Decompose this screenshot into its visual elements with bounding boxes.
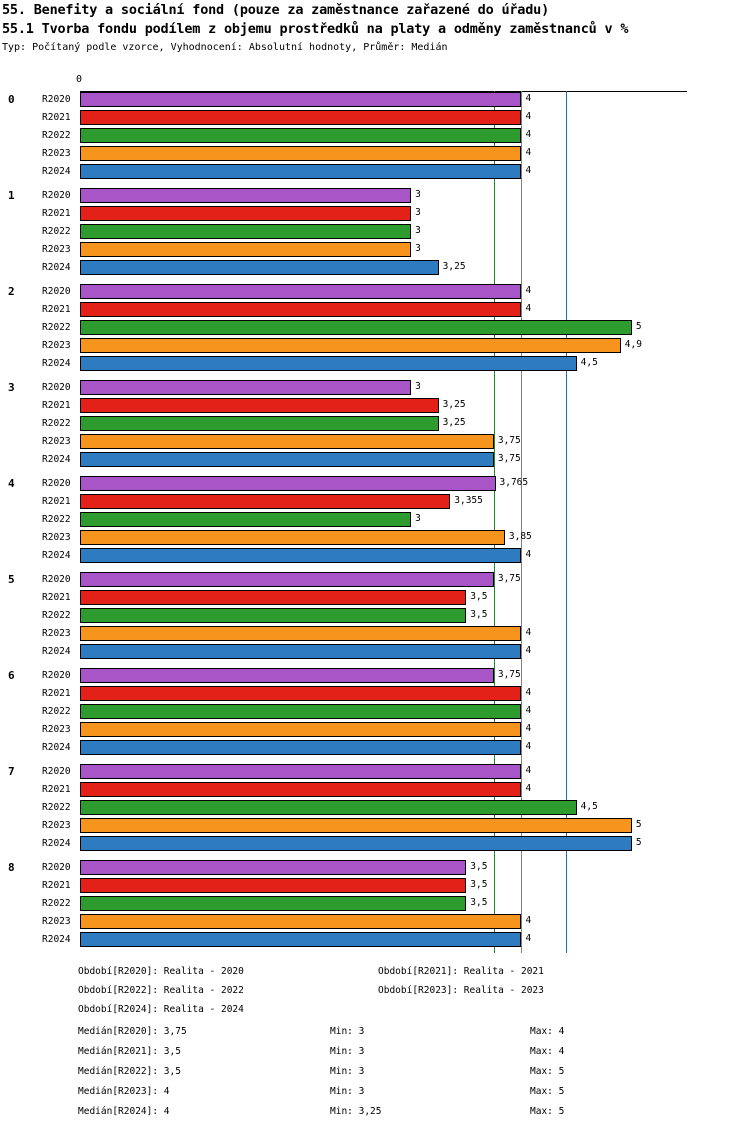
bar-r2022[interactable] xyxy=(80,704,521,719)
bar-value-label: 3,75 xyxy=(497,453,521,464)
bar-r2020[interactable] xyxy=(80,188,411,203)
bar-r2020[interactable] xyxy=(80,380,411,395)
series-label-r2022: R2022 xyxy=(42,226,71,237)
bar-value-label: 3,85 xyxy=(508,531,532,542)
stat-row xyxy=(0,1026,750,1046)
bar-value-label: 4 xyxy=(525,741,532,752)
chart-row xyxy=(0,763,750,781)
bar-r2023[interactable] xyxy=(80,626,521,641)
series-label-r2023: R2023 xyxy=(42,724,71,735)
chart-row xyxy=(0,223,750,241)
chart-row xyxy=(0,475,750,493)
bar-value-label: 4 xyxy=(525,627,532,638)
chart-row xyxy=(0,241,750,259)
series-label-r2021: R2021 xyxy=(42,304,71,315)
chart-row xyxy=(0,91,750,109)
bar-r2020[interactable] xyxy=(80,92,521,107)
chart-subtitle: Typ: Počítaný podle vzorce, Vyhodnocení: Absolutní hodnoty, Průměr: Medián xyxy=(2,42,448,53)
legend-item-r2020: Období[R2020]: Realita - 2020 xyxy=(78,966,244,977)
bar-value-label: 3 xyxy=(415,513,421,524)
bar-r2023[interactable] xyxy=(80,530,505,545)
chart-row xyxy=(0,259,750,277)
series-label-r2020: R2020 xyxy=(42,670,71,681)
chart-legend xyxy=(0,966,750,1023)
bar-r2022[interactable] xyxy=(80,320,632,335)
chart-row xyxy=(0,625,750,643)
chart-row xyxy=(0,685,750,703)
series-label-r2023: R2023 xyxy=(42,628,71,639)
bar-value-label: 3,5 xyxy=(470,609,488,620)
group-id-label: 1 xyxy=(8,189,15,202)
bar-value-label: 3,75 xyxy=(497,573,521,584)
group-id-label: 5 xyxy=(8,573,15,586)
bar-value-label: 4 xyxy=(525,129,532,140)
bar-value-label: 3 xyxy=(415,381,421,392)
stat-min: Min: 3,25 xyxy=(330,1106,382,1117)
chart-row xyxy=(0,451,750,469)
bar-r2022[interactable] xyxy=(80,896,466,911)
bar-r2023[interactable] xyxy=(80,722,521,737)
chart-row xyxy=(0,859,750,877)
chart-row xyxy=(0,355,750,373)
bar-r2020[interactable] xyxy=(80,764,521,779)
stat-min: Min: 3 xyxy=(330,1026,365,1037)
stat-median: Medián[R2021]: 3,5 xyxy=(78,1046,181,1057)
chart-group xyxy=(0,859,750,949)
bar-value-label: 3,5 xyxy=(470,591,488,602)
series-label-r2022: R2022 xyxy=(42,802,71,813)
series-label-r2023: R2023 xyxy=(42,148,71,159)
bar-value-label: 3,75 xyxy=(497,669,521,680)
series-label-r2023: R2023 xyxy=(42,820,71,831)
series-label-r2024: R2024 xyxy=(42,262,71,273)
x-axis-tick-0: 0 xyxy=(76,74,83,85)
series-label-r2022: R2022 xyxy=(42,130,71,141)
series-label-r2020: R2020 xyxy=(42,94,71,105)
legend-item-r2023: Období[R2023]: Realita - 2023 xyxy=(378,985,544,996)
chart-row xyxy=(0,817,750,835)
chart-row xyxy=(0,739,750,757)
chart-group xyxy=(0,475,750,565)
bar-r2021[interactable] xyxy=(80,878,466,893)
series-label-r2022: R2022 xyxy=(42,322,71,333)
bar-r2024[interactable] xyxy=(80,164,521,179)
chart-row xyxy=(0,877,750,895)
bar-value-label: 3,765 xyxy=(499,477,529,488)
bar-value-label: 4,5 xyxy=(580,357,598,368)
stat-median: Medián[R2024]: 4 xyxy=(78,1106,170,1117)
bar-r2024[interactable] xyxy=(80,356,577,371)
bar-r2023[interactable] xyxy=(80,338,621,353)
bar-r2021[interactable] xyxy=(80,494,450,509)
chart-row xyxy=(0,337,750,355)
bar-value-label: 4,5 xyxy=(580,801,598,812)
bar-value-label: 4 xyxy=(525,687,532,698)
bar-r2021[interactable] xyxy=(80,110,521,125)
chart-row xyxy=(0,145,750,163)
stat-median: Medián[R2020]: 3,75 xyxy=(78,1026,187,1037)
legend-row xyxy=(0,985,750,1004)
series-label-r2024: R2024 xyxy=(42,454,71,465)
bar-r2024[interactable] xyxy=(80,452,494,467)
bar-r2022[interactable] xyxy=(80,608,466,623)
bar-value-label: 5 xyxy=(635,819,642,830)
chart-row xyxy=(0,547,750,565)
bar-value-label: 3,25 xyxy=(442,417,466,428)
stat-min: Min: 3 xyxy=(330,1046,365,1057)
chart-row xyxy=(0,571,750,589)
series-label-r2021: R2021 xyxy=(42,592,71,603)
series-label-r2020: R2020 xyxy=(42,190,71,201)
legend-item-r2024: Období[R2024]: Realita - 2024 xyxy=(78,1004,244,1015)
stat-max: Max: 4 xyxy=(530,1046,565,1057)
series-label-r2023: R2023 xyxy=(42,436,71,447)
legend-item-r2022: Období[R2022]: Realita - 2022 xyxy=(78,985,244,996)
bar-r2023[interactable] xyxy=(80,434,494,449)
bar-value-label: 3,5 xyxy=(470,897,488,908)
bar-r2023[interactable] xyxy=(80,242,411,257)
bar-r2022[interactable] xyxy=(80,128,521,143)
series-label-r2024: R2024 xyxy=(42,550,71,561)
bar-value-label: 4 xyxy=(525,111,532,122)
bar-value-label: 3,5 xyxy=(470,861,488,872)
bar-r2020[interactable] xyxy=(80,572,494,587)
bar-value-label: 4 xyxy=(525,147,532,158)
bar-r2020[interactable] xyxy=(80,668,494,683)
group-id-label: 3 xyxy=(8,381,15,394)
group-id-label: 2 xyxy=(8,285,15,298)
series-label-r2022: R2022 xyxy=(42,706,71,717)
bar-value-label: 4 xyxy=(525,645,532,656)
chart-row xyxy=(0,397,750,415)
group-id-label: 7 xyxy=(8,765,15,778)
bar-value-label: 3 xyxy=(415,189,421,200)
chart-row xyxy=(0,379,750,397)
bar-value-label: 4 xyxy=(525,303,532,314)
legend-item-r2021: Období[R2021]: Realita - 2021 xyxy=(378,966,544,977)
group-id-label: 8 xyxy=(8,861,15,874)
chart-row xyxy=(0,589,750,607)
bar-r2024[interactable] xyxy=(80,836,632,851)
bar-r2024[interactable] xyxy=(80,740,521,755)
chart-row xyxy=(0,493,750,511)
series-label-r2022: R2022 xyxy=(42,898,71,909)
chart-row xyxy=(0,721,750,739)
bar-value-label: 3,25 xyxy=(442,261,466,272)
bar-value-label: 3 xyxy=(415,243,421,254)
chart-group xyxy=(0,571,750,661)
bar-value-label: 4,9 xyxy=(624,339,642,350)
chart-row xyxy=(0,703,750,721)
bar-r2021[interactable] xyxy=(80,398,439,413)
series-label-r2020: R2020 xyxy=(42,766,71,777)
chart-row xyxy=(0,283,750,301)
bar-value-label: 5 xyxy=(635,837,642,848)
chart-title: 55.1 Tvorba fondu podílem z objemu prostředků na platy a odměny zaměstnanců v % xyxy=(2,21,629,37)
bar-r2024[interactable] xyxy=(80,644,521,659)
stat-min: Min: 3 xyxy=(330,1086,365,1097)
bar-r2024[interactable] xyxy=(80,548,521,563)
chart-row xyxy=(0,205,750,223)
chart-row xyxy=(0,187,750,205)
stat-max: Max: 5 xyxy=(530,1086,565,1097)
chart-row xyxy=(0,529,750,547)
series-label-r2021: R2021 xyxy=(42,112,71,123)
series-label-r2024: R2024 xyxy=(42,742,71,753)
stat-median: Medián[R2023]: 4 xyxy=(78,1086,170,1097)
chart-row xyxy=(0,319,750,337)
bar-value-label: 4 xyxy=(525,783,532,794)
bar-r2021[interactable] xyxy=(80,782,521,797)
bar-value-label: 4 xyxy=(525,723,532,734)
series-label-r2021: R2021 xyxy=(42,208,71,219)
chart-row xyxy=(0,511,750,529)
bar-value-label: 4 xyxy=(525,915,532,926)
bar-value-label: 4 xyxy=(525,765,532,776)
bar-value-label: 4 xyxy=(525,285,532,296)
bar-value-label: 4 xyxy=(525,933,532,944)
series-label-r2021: R2021 xyxy=(42,784,71,795)
chart-row xyxy=(0,109,750,127)
series-label-r2023: R2023 xyxy=(42,244,71,255)
page-title: 55. Benefity a sociální fond (pouze za zaměstnance zařazené do úřadu) xyxy=(2,2,550,18)
bar-value-label: 3 xyxy=(415,225,421,236)
stat-min: Min: 3 xyxy=(330,1066,365,1077)
stat-row xyxy=(0,1066,750,1086)
bar-r2024[interactable] xyxy=(80,932,521,947)
chart-row xyxy=(0,127,750,145)
chart-group xyxy=(0,283,750,373)
chart-row xyxy=(0,913,750,931)
chart-row xyxy=(0,301,750,319)
chart-row xyxy=(0,835,750,853)
stat-row xyxy=(0,1086,750,1106)
chart-row xyxy=(0,643,750,661)
bar-r2024[interactable] xyxy=(80,260,439,275)
bar-value-label: 5 xyxy=(635,321,642,332)
bar-r2023[interactable] xyxy=(80,818,632,833)
group-id-label: 4 xyxy=(8,477,15,490)
bar-r2022[interactable] xyxy=(80,224,411,239)
bar-r2022[interactable] xyxy=(80,512,411,527)
bar-value-label: 3,75 xyxy=(497,435,521,446)
series-label-r2020: R2020 xyxy=(42,574,71,585)
series-label-r2023: R2023 xyxy=(42,916,71,927)
series-label-r2020: R2020 xyxy=(42,286,71,297)
bar-r2021[interactable] xyxy=(80,686,521,701)
series-label-r2024: R2024 xyxy=(42,358,71,369)
chart-plot-area xyxy=(0,74,750,954)
chart-group xyxy=(0,91,750,181)
series-label-r2022: R2022 xyxy=(42,418,71,429)
series-label-r2024: R2024 xyxy=(42,934,71,945)
bar-value-label: 3 xyxy=(415,207,421,218)
group-id-label: 0 xyxy=(8,93,15,106)
chart-row xyxy=(0,931,750,949)
stat-median: Medián[R2022]: 3,5 xyxy=(78,1066,181,1077)
bar-r2023[interactable] xyxy=(80,914,521,929)
series-label-r2020: R2020 xyxy=(42,862,71,873)
series-label-r2024: R2024 xyxy=(42,646,71,657)
chart-group xyxy=(0,667,750,757)
bar-value-label: 4 xyxy=(525,165,532,176)
series-label-r2021: R2021 xyxy=(42,688,71,699)
bar-value-label: 3,25 xyxy=(442,399,466,410)
stat-row xyxy=(0,1106,750,1126)
chart-row xyxy=(0,781,750,799)
series-label-r2021: R2021 xyxy=(42,496,71,507)
group-id-label: 6 xyxy=(8,669,15,682)
chart-group xyxy=(0,187,750,277)
series-label-r2021: R2021 xyxy=(42,400,71,411)
series-label-r2023: R2023 xyxy=(42,532,71,543)
series-label-r2020: R2020 xyxy=(42,478,71,489)
stat-max: Max: 5 xyxy=(530,1106,565,1117)
chart-group xyxy=(0,379,750,469)
bar-r2023[interactable] xyxy=(80,146,521,161)
bar-r2021[interactable] xyxy=(80,590,466,605)
chart-row xyxy=(0,433,750,451)
bar-r2022[interactable] xyxy=(80,416,439,431)
chart-row xyxy=(0,607,750,625)
chart-row xyxy=(0,415,750,433)
series-label-r2023: R2023 xyxy=(42,340,71,351)
bar-r2020[interactable] xyxy=(80,284,521,299)
series-label-r2020: R2020 xyxy=(42,382,71,393)
series-label-r2022: R2022 xyxy=(42,514,71,525)
chart-row xyxy=(0,799,750,817)
bar-r2021[interactable] xyxy=(80,302,521,317)
series-label-r2022: R2022 xyxy=(42,610,71,621)
bar-r2020[interactable] xyxy=(80,476,496,491)
bar-value-label: 4 xyxy=(525,705,532,716)
chart-row xyxy=(0,895,750,913)
bar-value-label: 4 xyxy=(525,549,532,560)
chart-row xyxy=(0,667,750,685)
bar-value-label: 4 xyxy=(525,93,532,104)
stat-row xyxy=(0,1046,750,1066)
chart-statistics xyxy=(0,1026,750,1126)
chart-group xyxy=(0,763,750,853)
bar-r2020[interactable] xyxy=(80,860,466,875)
series-label-r2024: R2024 xyxy=(42,166,71,177)
bar-value-label: 3,5 xyxy=(470,879,488,890)
legend-row xyxy=(0,1004,750,1023)
bar-r2022[interactable] xyxy=(80,800,577,815)
series-label-r2024: R2024 xyxy=(42,838,71,849)
chart-row xyxy=(0,163,750,181)
stat-max: Max: 5 xyxy=(530,1066,565,1077)
legend-row xyxy=(0,966,750,985)
series-label-r2021: R2021 xyxy=(42,880,71,891)
stat-max: Max: 4 xyxy=(530,1026,565,1037)
bar-value-label: 3,355 xyxy=(454,495,483,506)
bar-r2021[interactable] xyxy=(80,206,411,221)
